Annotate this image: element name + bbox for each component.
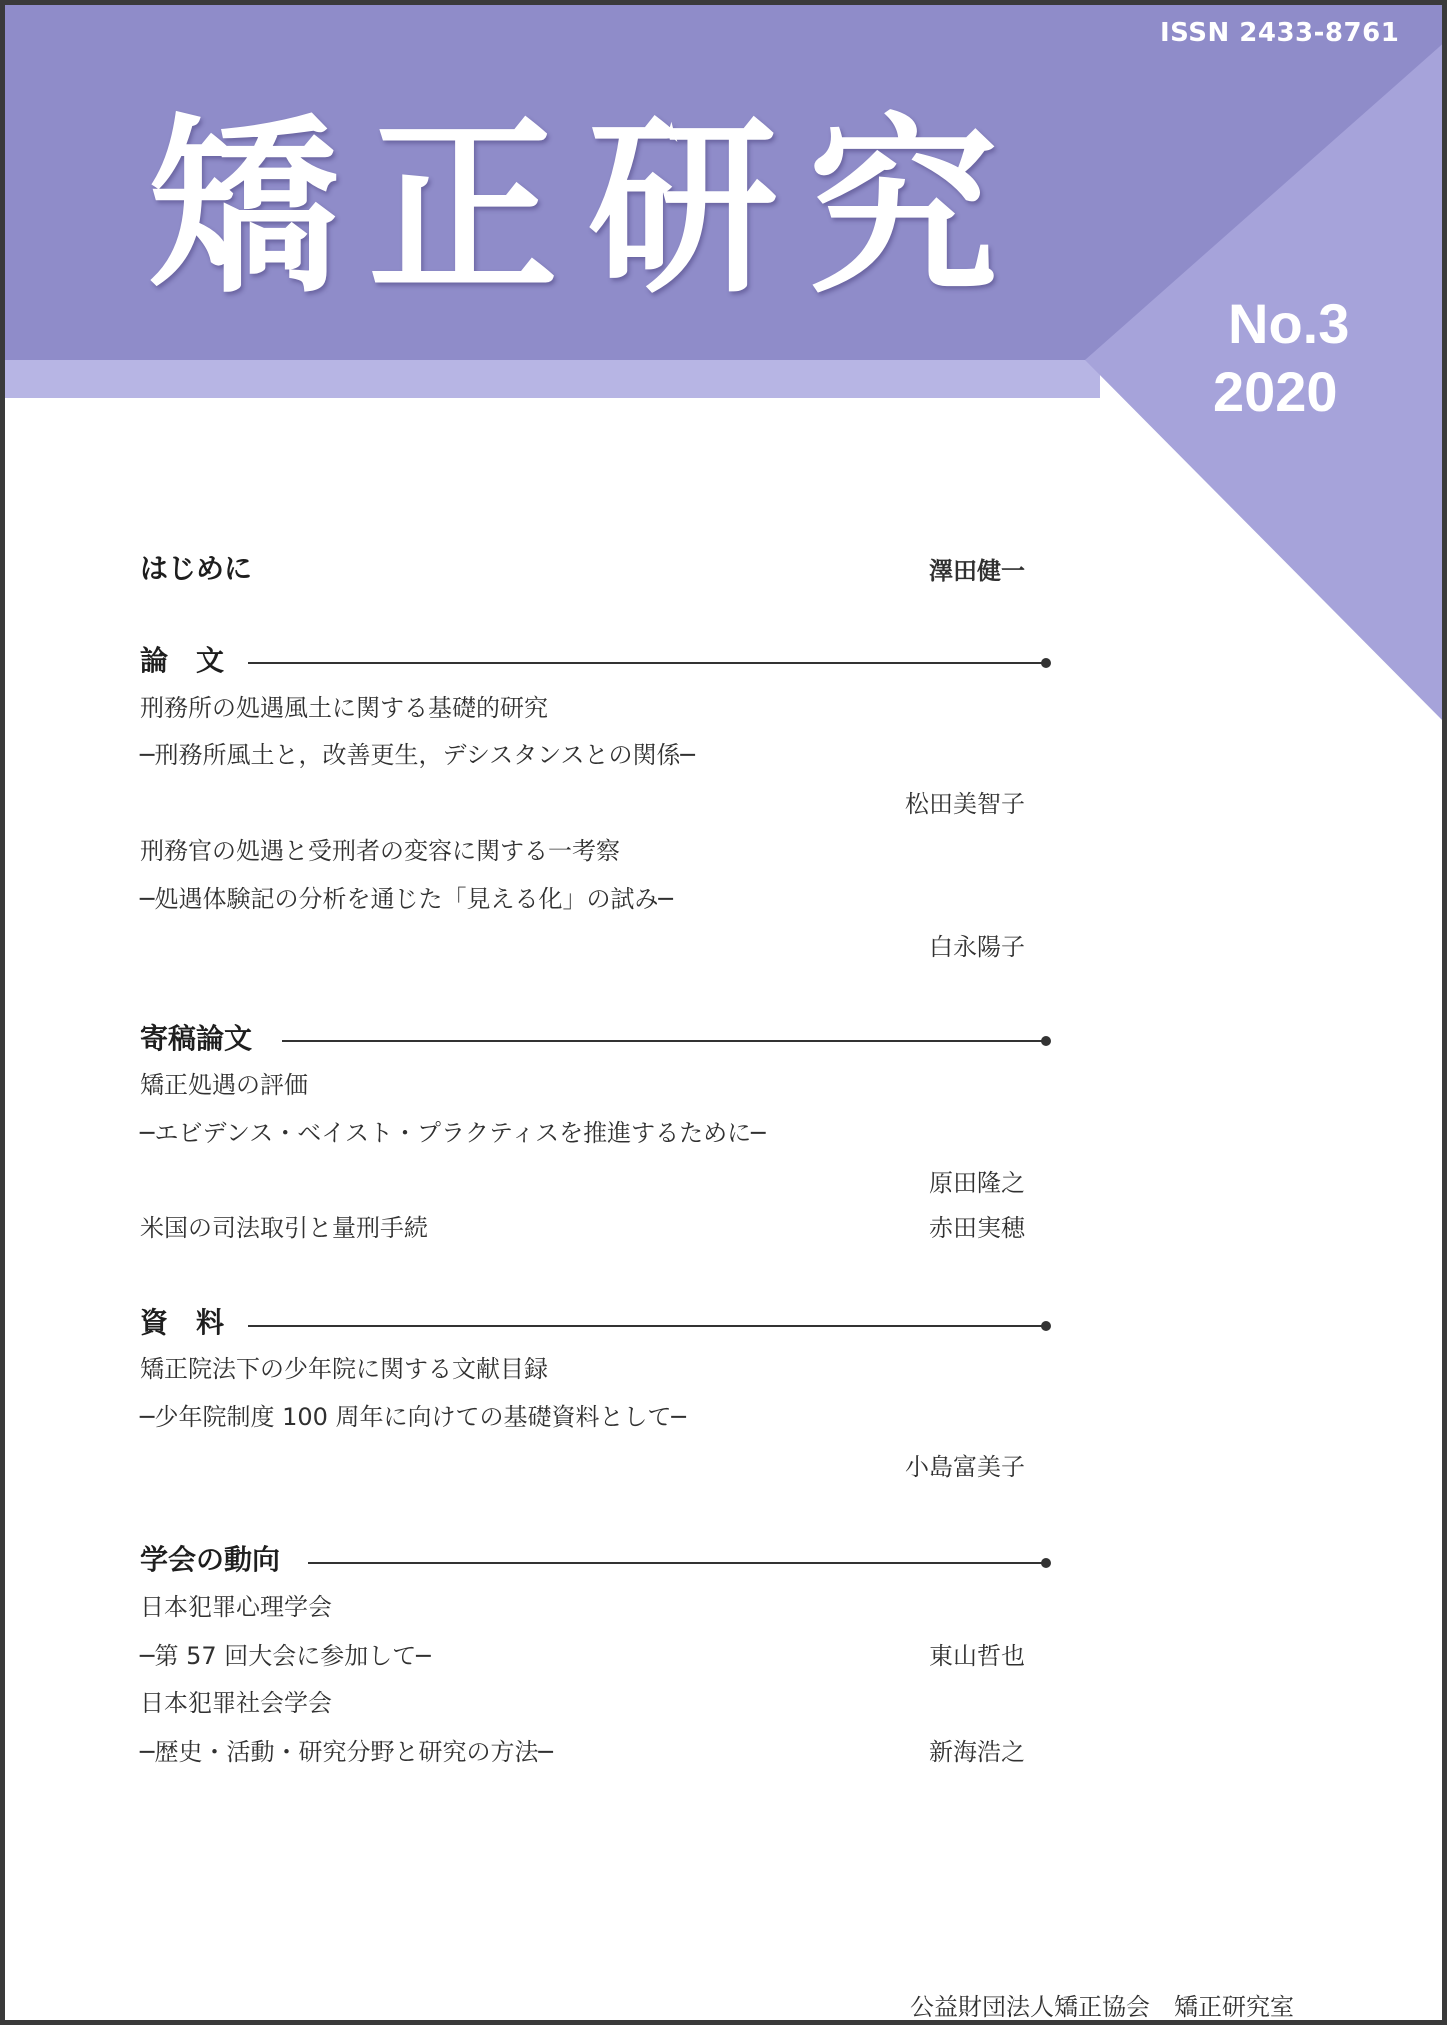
section-rule-dot <box>1041 1321 1051 1331</box>
issue-year: 2020 <box>1213 360 1338 423</box>
section-rule-dot <box>1041 1558 1051 1568</box>
issn-label: ISSN 2433-8761 <box>1160 18 1400 48</box>
entry-subtitle: ─少年院制度 100 周年に向けての基礎資料として─ <box>140 1403 686 1431</box>
entry-title: 日本犯罪心理学会 <box>140 1593 332 1621</box>
section-rule <box>308 1562 1046 1564</box>
entry-author: 赤田実穂 <box>929 1214 1025 1242</box>
entry-author: 新海浩之 <box>929 1738 1025 1766</box>
section-rule <box>282 1040 1046 1042</box>
section-rule <box>248 1325 1046 1327</box>
entry-title: 米国の司法取引と量刑手続 <box>140 1214 428 1242</box>
section-rule-dot <box>1041 658 1051 668</box>
entry-title: 矯正院法下の少年院に関する文献目録 <box>140 1355 548 1383</box>
journal-title: 矯正研究 <box>148 98 1029 319</box>
entry-author: 原田隆之 <box>929 1169 1025 1197</box>
intro-author: 澤田健一 <box>929 557 1025 585</box>
entry-subtitle: ─処遇体験記の分析を通じた「見える化」の試み─ <box>140 885 673 913</box>
publisher-label: 公益財団法人矯正協会 矯正研究室 <box>910 1993 1294 2021</box>
entry-subtitle: ─エビデンス・ベイスト・プラクティスを推進するために─ <box>140 1119 766 1147</box>
entry-author: 小島富美子 <box>905 1453 1025 1481</box>
section-heading-shiryou: 資 料 <box>140 1306 225 1339</box>
entry-subtitle: ─歴史・活動・研究分野と研究の方法─ <box>140 1738 553 1766</box>
section-rule-dot <box>1041 1036 1051 1046</box>
intro-heading: はじめに <box>140 552 253 585</box>
entry-title: 刑務官の処遇と受刑者の変容に関する一考察 <box>140 837 620 865</box>
entry-subtitle: ─刑務所風土と，改善更生，デシスタンスとの関係─ <box>140 741 695 769</box>
entry-author: 東山哲也 <box>929 1642 1025 1670</box>
section-heading-gakkai: 学会の動向 <box>140 1543 281 1576</box>
entry-title: 矯正処遇の評価 <box>140 1071 308 1099</box>
section-rule <box>248 662 1046 664</box>
section-heading-kikou: 寄稿論文 <box>140 1022 253 1055</box>
entry-subtitle: ─第 57 回大会に参加して─ <box>140 1642 431 1670</box>
entry-title: 日本犯罪社会学会 <box>140 1689 332 1717</box>
issue-number: No.3 <box>1228 292 1350 355</box>
entry-author: 松田美智子 <box>905 790 1025 818</box>
section-heading-ronbun: 論 文 <box>140 644 225 677</box>
entry-author: 白永陽子 <box>929 933 1025 961</box>
entry-title: 刑務所の処遇風土に関する基礎的研究 <box>140 694 548 722</box>
